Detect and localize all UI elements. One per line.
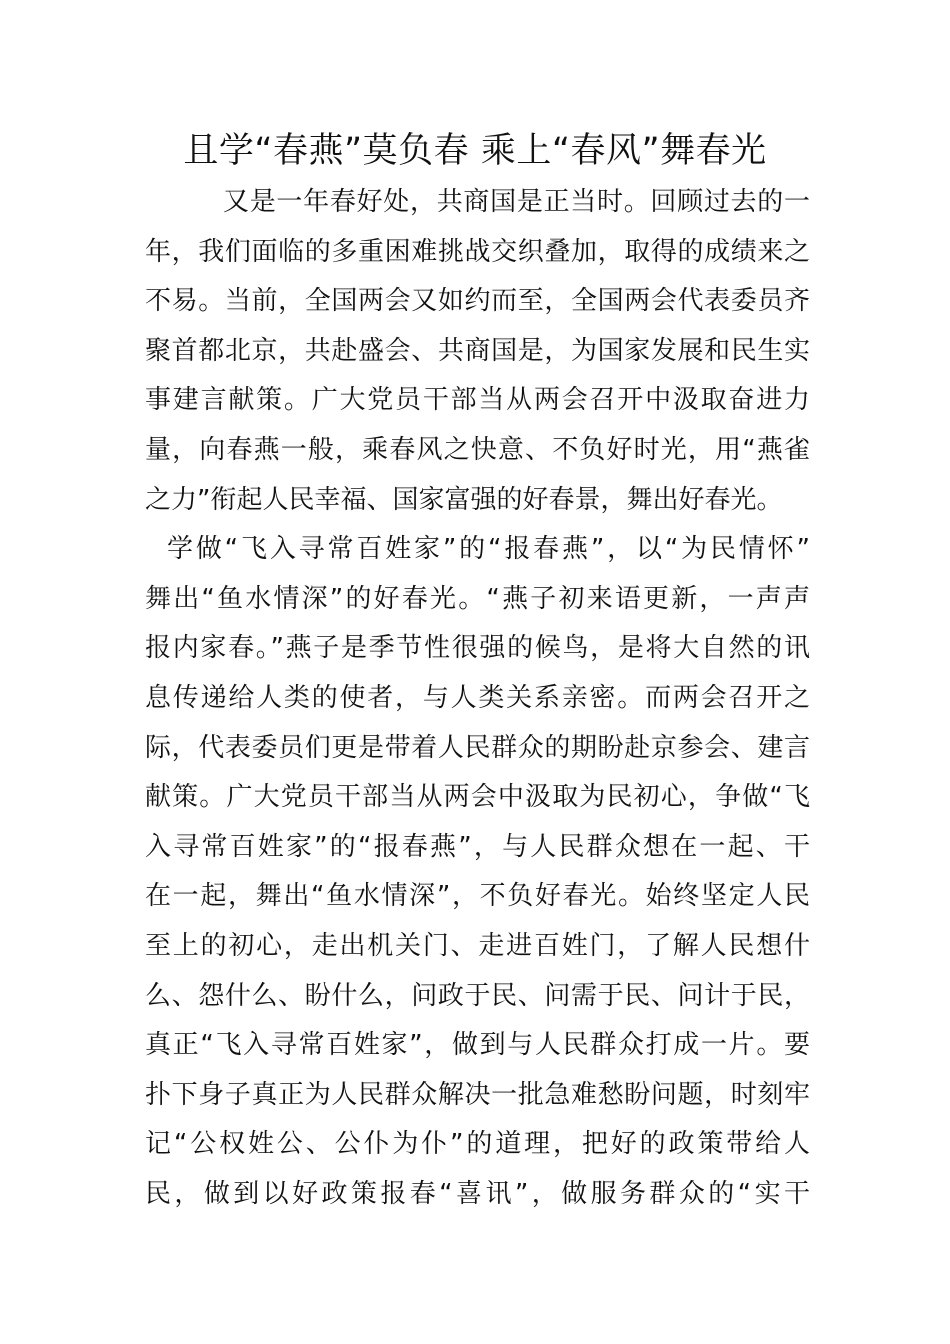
text-line: 献策。广大党员干部当从两会中汲取为民初心，争做“飞 <box>145 782 810 813</box>
document-title: 且学“春燕”莫负春 乘上“春风”舞春光 <box>183 131 767 171</box>
paragraph-1 <box>145 178 810 525</box>
text-line: 际，代表委员们更是带着人民群众的期盼赴京参会、建言 <box>145 732 810 763</box>
text-line: 聚首都北京，共赴盛会、共商国是，为国家发展和民生实 <box>145 335 810 366</box>
text-line: 民，做到以好政策报春“喜讯”，做服务群众的“实干 <box>145 1178 810 1209</box>
text-line: 不易。当前，全国两会又如约而至，全国两会代表委员齐 <box>145 286 810 317</box>
text-line: 又是一年春好处，共商国是正当时。回顾过去的一 <box>223 187 810 217</box>
text-line: 在一起，舞出“鱼水情深”，不负好春光。始终坚定人民 <box>145 881 810 912</box>
text-line: 至上的初心，走出机关门、走进百姓门，了解人民想什 <box>145 930 810 961</box>
text-line: 舞出“鱼水情深”的好春光。“燕子初来语更新，一声声 <box>145 583 810 614</box>
text-line: 么、怨什么、盼什么，问政于民、问需于民、问计于民， <box>145 980 810 1011</box>
text-line: 息传递给人类的使者，与人类关系亲密。而两会召开之 <box>145 682 810 713</box>
text-line: 年，我们面临的多重困难挑战交织叠加，取得的成绩来之 <box>145 236 810 267</box>
text-line: 报内家春。”燕子是季节性很强的候鸟，是将大自然的讯 <box>145 633 810 664</box>
text-line: 入寻常百姓家”的“报春燕”，与人民群众想在一起、干 <box>145 831 810 862</box>
text-line: 学做“飞入寻常百姓家”的“报春燕”，以“为民情怀” <box>167 534 810 565</box>
text-line: 记“公权姓公、公仆为仆”的道理，把好的政策带给人 <box>145 1129 810 1160</box>
paragraph-2 <box>145 525 810 1219</box>
text-line: 之力”衔起人民幸福、国家富强的好春景，舞出好春光。 <box>145 484 783 515</box>
document-body <box>145 178 810 1219</box>
text-line: 事建言献策。广大党员干部当从两会召开中汲取奋进力 <box>145 385 810 416</box>
text-line: 扑下身子真正为人民群众解决一批急难愁盼问题，时刻牢 <box>145 1079 810 1110</box>
text-line: 量，向春燕一般，乘春风之快意、不负好时光，用“燕雀 <box>145 434 810 465</box>
text-line: 真正“飞入寻常百姓家”，做到与人民群众打成一片。要 <box>145 1030 810 1061</box>
